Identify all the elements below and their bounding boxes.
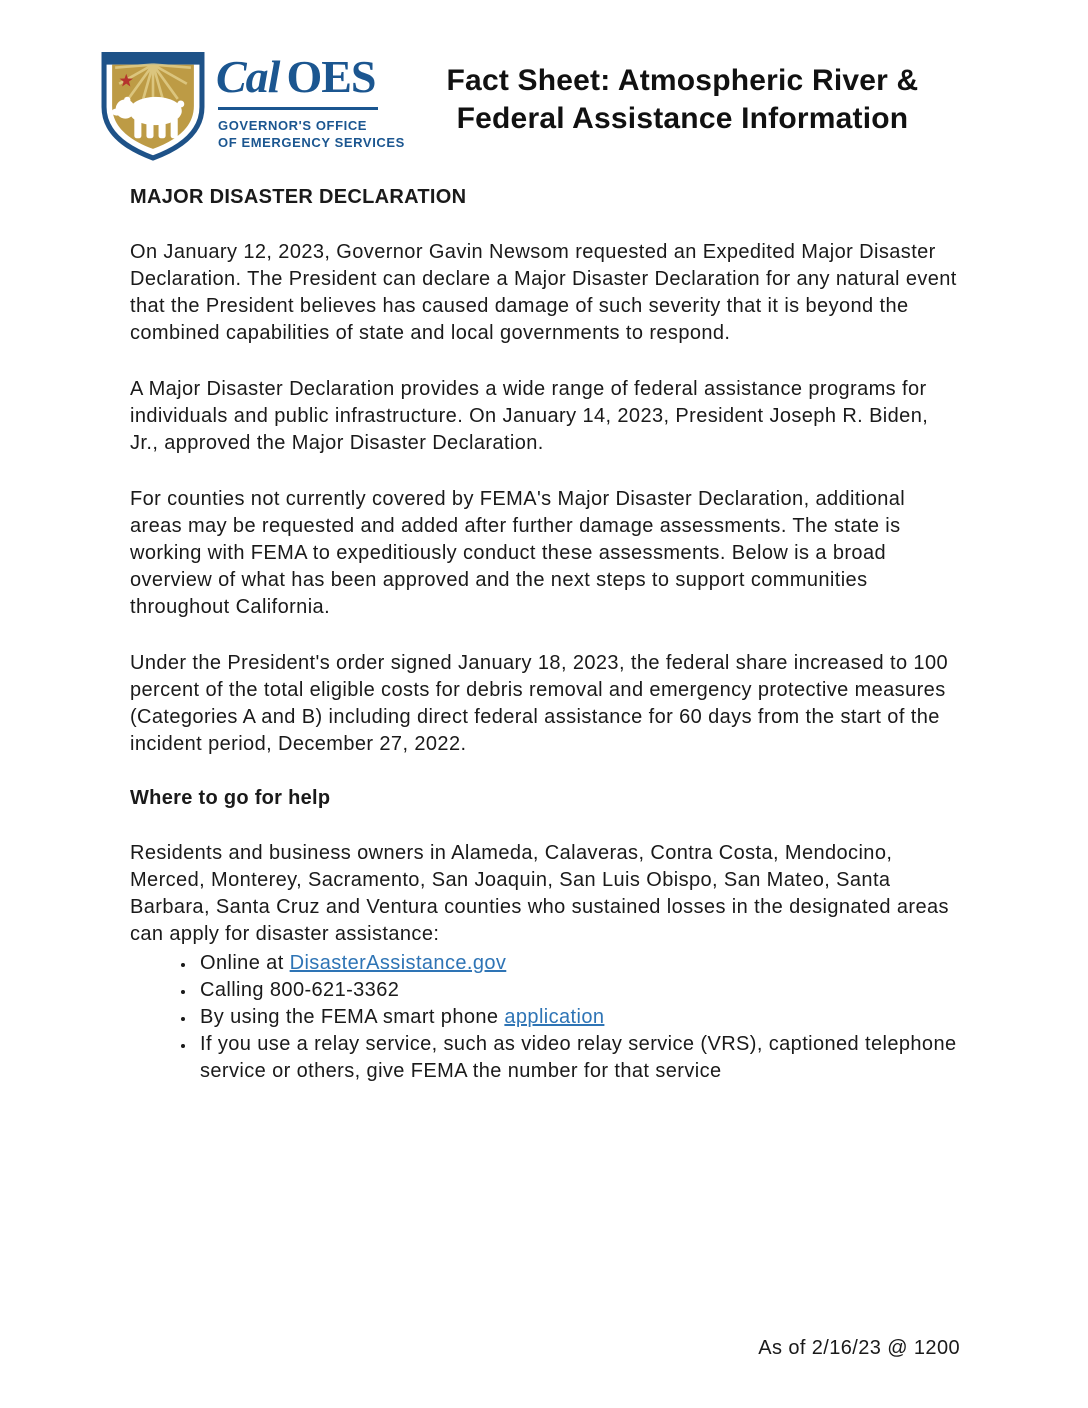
document-header	[100, 50, 960, 162]
assistance-options-list	[130, 950, 960, 1085]
brand-name-oes: OES	[286, 51, 376, 102]
paragraph-expedited-request: On January 12, 2023, Governor Gavin Newsom requested an Expedited Major Disaster Declaration. The President can declare a Major Disaster Declaration for any natural event that the President believes has caused damage of such severity that it is beyond the combined capabilities of state and local governments to respond.	[130, 241, 957, 344]
brand-name	[216, 51, 405, 102]
list-item-phone	[196, 977, 960, 1004]
brand-subtitle-line1: GOVERNOR'S OFFICE	[218, 118, 368, 133]
cal-oes-logo	[100, 50, 405, 162]
brand-name-cal: Cal	[216, 51, 280, 102]
list-item-online	[196, 950, 960, 977]
list-item-relay-service-text: If you use a relay service, such as video relay service (VRS), captioned telephone service or others, give FEMA the number for that service	[200, 1033, 957, 1082]
paragraph-additional-counties: For counties not currently covered by FEMA's Major Disaster Declaration, additional areas may be requested and added after further damage assessments. The state is working with FEMA to expeditiously conduct these assessments. Below is a broad overview of what has been approved and the next steps to support communities throughout California.	[130, 488, 906, 618]
fema-application-link[interactable]: application	[504, 1006, 605, 1028]
paragraph-eligible-counties: Residents and business owners in Alameda, Calaveras, Contra Costa, Mendocino, Merced, Monterey, Sacramento, San Joaquin, San Luis Obispo, San Mateo, Santa Barbara, Santa Cruz and Ventura counties who sustained losses in the designated areas can apply for disaster assistance:	[130, 842, 949, 945]
as-of-timestamp: As of 2/16/23 @ 1200	[758, 1337, 960, 1359]
disaster-assistance-gov-link[interactable]: DisasterAssistance.gov	[289, 952, 507, 974]
cal-oes-wordmark	[216, 50, 405, 151]
list-item-app-text: By using the FEMA smart phone	[200, 1006, 505, 1028]
shield-top-band	[104, 54, 202, 65]
heading-where-to-go-for-help: Where to go for help	[130, 787, 331, 809]
list-item-relay-service	[196, 1031, 960, 1085]
brand-subtitle-line2: OF EMERGENCY SERVICES	[218, 135, 405, 150]
list-item-app	[196, 1004, 960, 1031]
document-title-line1: Fact Sheet: Atmospheric River &	[446, 64, 919, 97]
paragraph-federal-share: Under the President's order signed January 18, 2023, the federal share increased to 100 percent of the total eligible costs for debris removal and emergency protective measures (Categories A and B) including direct federal assistance for 60 days from the start of the incident period, December 27, 2022.	[130, 652, 949, 755]
document-title	[405, 50, 960, 138]
cal-oes-shield-icon	[100, 50, 206, 162]
list-item-online-text: Online at	[200, 952, 290, 974]
brand-divider	[218, 107, 378, 110]
document-body	[130, 174, 960, 1085]
heading-major-disaster-declaration: MAJOR DISASTER DECLARATION	[130, 186, 467, 208]
document-title-line2: Federal Assistance Information	[456, 102, 909, 135]
paragraph-declaration-approved: A Major Disaster Declaration provides a wide range of federal assistance programs for individuals and public infrastructure. On January 14, 2023, President Joseph R. Biden, Jr., approved the Major Disaster Declaration.	[130, 378, 929, 454]
list-item-phone-text: Calling 800-621-3362	[200, 979, 400, 1001]
